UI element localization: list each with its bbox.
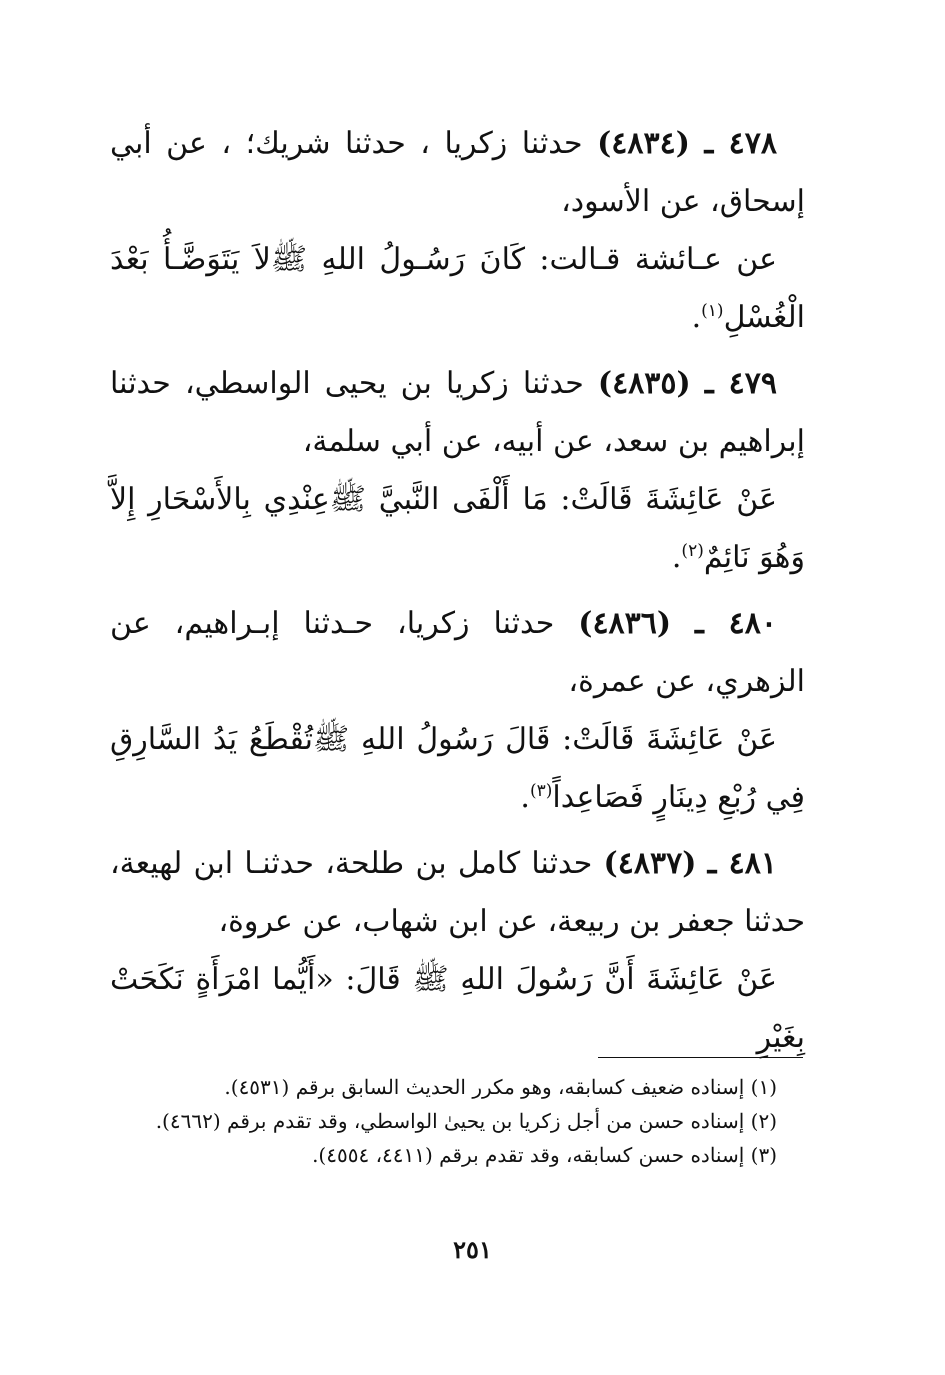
main-text — [110, 115, 805, 1075]
hadith-reference: (٤٨٣٦) — [578, 606, 672, 641]
hadith-entry-480 — [110, 595, 805, 827]
hadith-entry-481 — [110, 835, 805, 1067]
matn-line — [110, 951, 805, 1067]
isnad-text: حدثنا زكريا بن يحيى الواسطي، حدثنا إبراهيم بن سعد، عن أبيه، عن أبي سلمة، — [110, 366, 805, 459]
matn-text: عن عـائشة قـالت: كَانَ رَسُـولُ اللهِ ﷺلاَ يَتَوَضَّـأُ بَعْدَ الْغُسْلِ — [110, 242, 805, 335]
hadith-reference: (٤٨٣٤) — [597, 126, 690, 161]
isnad-text: حدثنا زكريا ، حدثنا شريك؛ ، عن أبي إسحاق، عن الأسود، — [110, 126, 805, 219]
matn-end: . — [671, 540, 682, 575]
hadith-entry-479 — [110, 355, 805, 587]
isnad-text: حدثنا زكريا، حـدثنا إبـراهيم، عن الزهري، عن عمرة، — [110, 606, 805, 699]
footnote-3: (٣) إسناده حسن كسابقه، وقد تقدم برقم (٤٤١١، ٤٥٥٤). — [312, 1143, 777, 1167]
isnad-line — [110, 595, 805, 711]
footnote-1: (١) إسناده ضعيف كسابقه، وهو مكرر الحديث السابق برقم (٤٥٣١). — [224, 1075, 777, 1099]
matn-line — [110, 231, 805, 347]
hadith-number: ٤٧٨ ـ — [704, 126, 777, 161]
matn-text: عَنْ عَائِشَةَ قَالَتْ: قَالَ رَسُولُ اللهِ ﷺتُقْطَعُ يَدُ السَّارِقِ فِي رُبْعِ دِينَارٍ فَصَاعِداً — [110, 722, 805, 815]
hadith-number: ٤٨٠ ـ — [695, 606, 778, 641]
matn-text: عَنْ عَائِشَةَ أَنَّ رَسُولَ اللهِ ﷺ قَالَ: «أَيُّما امْرَأَةٍ نَكَحَتْ بِغَيْرِ — [110, 962, 805, 1055]
isnad-line — [110, 835, 805, 951]
hadith-entry-478 — [110, 115, 805, 347]
footnote-mark[interactable]: (٢) — [681, 541, 704, 561]
matn-end: . — [520, 780, 530, 815]
matn-line — [110, 471, 805, 587]
isnad-text: حدثنا كامل بن طلحة، حدثنـا ابن لهيعة، حدثنا جعفر بن ربيعة، عن ابن شهاب، عن عروة، — [110, 846, 805, 939]
hadith-number: ٤٧٩ ـ — [704, 366, 778, 401]
isnad-line — [110, 115, 805, 231]
footnote-divider — [598, 1057, 803, 1058]
footnote-2: (٢) إسناده حسن من أجل زكريا بن يحيىٰ الواسطي، وقد تقدم برقم (٤٦٦٢). — [155, 1109, 777, 1133]
hadith-number: ٤٨١ ـ — [707, 846, 777, 881]
isnad-line — [110, 355, 805, 471]
matn-line — [110, 711, 805, 827]
hadith-reference: (٤٨٣٧) — [603, 846, 697, 881]
footnote-mark[interactable]: (٣) — [529, 781, 553, 801]
matn-end: . — [691, 300, 702, 335]
footnote-mark[interactable]: (١) — [701, 301, 724, 321]
matn-text: عَنْ عَائِشَةَ قَالَتْ: مَا أَلْفَى النَّبيَّ ﷺعِنْدِي بِالأَسْحَارِ إِلاَّ وَهُوَ نَائِمٌ — [110, 482, 805, 575]
footnotes — [110, 1070, 805, 1172]
hadith-reference: (٤٨٣٥) — [597, 366, 691, 401]
page-number: ٢٥١ — [453, 1235, 492, 1264]
